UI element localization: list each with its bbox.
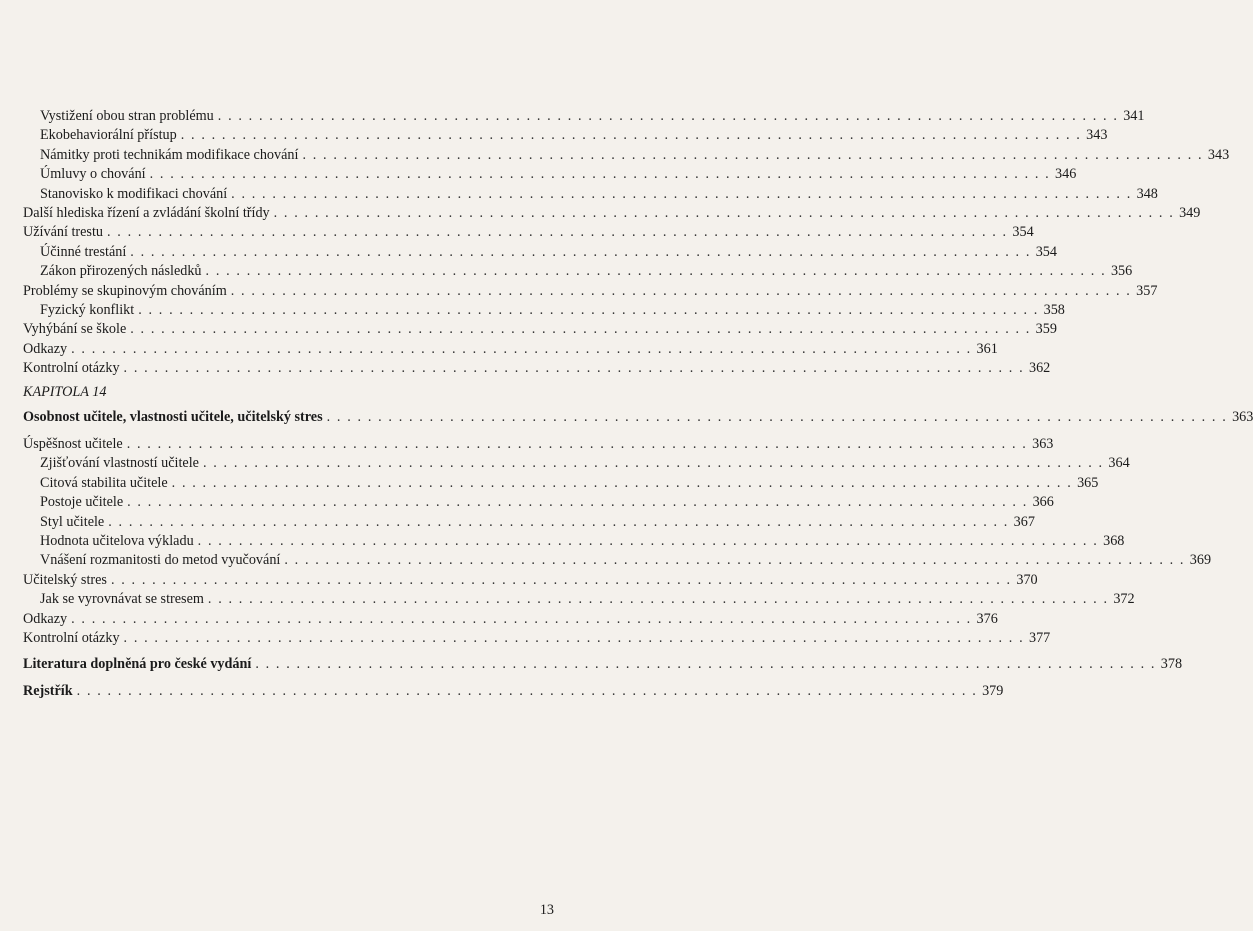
toc-entry-page-number: 362 — [1028, 360, 1051, 377]
toc-entry-page-number: 365 — [1077, 474, 1099, 491]
toc-entry-title: Vnášení rozmanitosti do metod vyučování — [40, 552, 281, 569]
toc-entry-title: Účinné trestání — [40, 243, 127, 260]
dot-leader: . . . . . . . . . . . . . . . . . . . . . . . . . . . . . . . . . . . . . . . . . . . . . . . . . . . . . . . . . . . . . . . . . . . . . . . . . . . . . . . . . . . . . . . . — [171, 474, 1073, 491]
toc-entry — [0, 492, 1054, 512]
toc-entry-page-number: 368 — [1103, 533, 1125, 549]
toc-entry — [0, 589, 1135, 609]
dot-leader: . . . . . . . . . . . . . . . . . . . . . . . . . . . . . . . . . . . . . . . . . . . . . . . . . . . . . . . . . . . . . . . . . . . . . . . . . . . . . . . . . . . . . . . . — [202, 455, 1104, 472]
toc-entry-title: Literatura doplněná pro české vydání — [23, 656, 252, 672]
toc-entry-page-number: 378 — [1160, 656, 1183, 672]
dot-leader: . . . . . . . . . . . . . . . . . . . . . . . . . . . . . . . . . . . . . . . . . . . . . . . . . . . . . . . . . . . . . . . . . . . . . . . . . . . . . . . . . . . . . . . . — [126, 436, 1028, 452]
chapter-title-line — [0, 407, 1253, 427]
dot-leader: . . . . . . . . . . . . . . . . . . . . . . . . . . . . . . . . . . . . . . . . . . . . . . . . . . . . . . . . . . . . . . . . . . . . . . . . . . . . . . . . . . . . . . . . — [108, 513, 1009, 530]
toc-entry-page-number: 356 — [1110, 263, 1133, 280]
toc-entry-title: Jak se vyrovnávat se stresem — [40, 591, 204, 608]
toc-entry-title: Užívání trestu — [23, 224, 103, 241]
toc-entry — [0, 319, 1057, 339]
toc-entry — [0, 609, 998, 629]
toc-entry — [0, 358, 1051, 378]
toc-entry-page-number: 377 — [1028, 630, 1051, 646]
toc-entry — [0, 512, 1035, 532]
toc-entry-title: Odkazy — [23, 610, 68, 627]
toc-entry — [0, 242, 1057, 262]
toc-entry-title: Ekobehaviorální přístup — [40, 127, 177, 144]
toc-entry-page-number: 348 — [1136, 185, 1158, 202]
toc-entry — [0, 681, 1004, 701]
toc-entry-page-number: 363 — [1032, 436, 1054, 452]
dot-leader: . . . . . . . . . . . . . . . . . . . . . . . . . . . . . . . . . . . . . . . . . . . . . . . . . . . . . . . . . . . . . . . . . . . . . . . . . . . . . . . . . . . . . . . . — [130, 321, 1031, 338]
toc-entry-page-number: 357 — [1136, 282, 1158, 299]
dot-leader: . . . . . . . . . . . . . . . . . . . . . . . . . . . . . . . . . . . . . . . . . . . . . . . . . . . . . . . . . . . . . . . . . . . . . . . . . . . . . . . . . . . . . . . . — [110, 571, 1012, 588]
dot-leader: . . . . . . . . . . . . . . . . . . . . . . . . . . . . . . . . . . . . . . . . . . . . . . . . . . . . . . . . . . . . . . . . . . . . . . . . . . . . . . . . . . . . . . . . — [180, 127, 1082, 144]
toc-entry-page-number: 341 — [1123, 108, 1145, 124]
toc-entry — [0, 106, 1145, 126]
toc-entry — [0, 453, 1130, 473]
dot-leader: . . . . . . . . . . . . . . . . . . . . . . . . . . . . . . . . . . . . . . . . . . . . . . . . . . . . . . . . . . . . . . . . . . . . . . . . . . . . . . . . . . . . . . . . — [123, 360, 1025, 377]
toc-entry-page-number: 343 — [1207, 146, 1230, 163]
dot-leader: . . . . . . . . . . . . . . . . . . . . . . . . . . . . . . . . . . . . . . . . . . . . . . . . . . . . . . . . . . . . . . . . . . . . . . . . . . . . . . . . . . . . . . . . — [207, 591, 1109, 608]
dot-leader: . . . . . . . . . . . . . . . . . . . . . . . . . . . . . . . . . . . . . . . . . . . . . . . . . . . . . . . . . . . . . . . . . . . . . . . . . . . . . . . . . . . . . . . . — [138, 302, 1039, 318]
toc-entry-title: Úmluvy o chování — [40, 166, 146, 183]
toc-entry-title: Fyzický konflikt — [40, 302, 135, 318]
dot-leader: . . . . . . . . . . . . . . . . . . . . . . . . . . . . . . . . . . . . . . . . . . . . . . . . . . . . . . . . . . . . . . . . . . . . . . . . . . . . . . . . . . . . . . . . — [71, 610, 972, 627]
toc-entry-page-number: 361 — [976, 340, 998, 357]
toc-entry-title: Postoje učitele — [40, 494, 124, 511]
toc-entry-page-number: 358 — [1043, 302, 1065, 318]
toc-entry — [0, 222, 1034, 242]
toc-entry — [0, 339, 998, 359]
dot-leader: . . . . . . . . . . . . . . . . . . . . . . . . . . . . . . . . . . . . . . . . . . . . . . . . . . . . . . . . . . . . . . . . . . . . . . . . . . . . . . . . . . . . . . . . — [123, 630, 1025, 646]
page-number: 13 — [539, 902, 554, 918]
dot-leader: . . . . . . . . . . . . . . . . . . . . . . . . . . . . . . . . . . . . . . . . . . . . . . . . . . . . . . . . . . . . . . . . . . . . . . . . . . . . . . . . . . . . . . . . — [230, 282, 1132, 299]
toc-entry-page-number: 379 — [982, 683, 1004, 699]
toc-entry-page-number: 369 — [1189, 552, 1212, 569]
toc-entry-page-number: 372 — [1113, 591, 1135, 608]
toc-entry-title: Kontrolní otázky — [23, 360, 120, 377]
dot-leader: . . . . . . . . . . . . . . . . . . . . . . . . . . . . . . . . . . . . . . . . . . . . . . . . . . . . . . . . . . . . . . . . . . . . . . . . . . . . . . . . . . . . . . . . — [302, 146, 1204, 163]
toc-entry-page-number: 354 — [1035, 243, 1057, 260]
dot-leader: . . . . . . . . . . . . . . . . . . . . . . . . . . . . . . . . . . . . . . . . . . . . . . . . . . . . . . . . . . . . . . . . . . . . . . . . . . . . . . . . . . . . . . . . — [197, 533, 1099, 549]
toc-entry — [0, 184, 1158, 204]
toc-entry-page-number: 376 — [976, 610, 998, 627]
dot-leader: . . . . . . . . . . . . . . . . . . . . . . . . . . . . . . . . . . . . . . . . . . . . . . . . . . . . . . . . . . . . . . . . . . . . . . . . . . . . . . . . . . . . . . . . — [326, 409, 1228, 425]
dot-leader: . . . . . . . . . . . . . . . . . . . . . . . . . . . . . . . . . . . . . . . . . . . . . . . . . . . . . . . . . . . . . . . . . . . . . . . . . . . . . . . . . . . . . . . . — [255, 656, 1157, 672]
toc-entry-title: Vystižení obou stran problému — [40, 108, 214, 124]
toc-entry-page-number: 343 — [1086, 127, 1108, 144]
toc-entry-title: Učitelský stres — [23, 571, 107, 588]
toc-entry — [0, 261, 1133, 281]
toc-entry-title: Rejstřík — [23, 683, 73, 699]
toc-entry-title: Hodnota učitelova výkladu — [40, 533, 194, 549]
toc-entry — [0, 203, 1201, 223]
dot-leader: . . . . . . . . . . . . . . . . . . . . . . . . . . . . . . . . . . . . . . . . . . . . . . . . . . . . . . . . . . . . . . . . . . . . . . . . . . . . . . . . . . . . . . . . — [76, 683, 978, 699]
toc-entry-title: Kontrolní otázky — [23, 630, 120, 646]
toc-entry-title: Zjišťování vlastností učitele — [40, 455, 199, 472]
dot-leader: . . . . . . . . . . . . . . . . . . . . . . . . . . . . . . . . . . . . . . . . . . . . . . . . . . . . . . . . . . . . . . . . . . . . . . . . . . . . . . . . . . . . . . . . — [284, 552, 1186, 569]
toc-entry — [0, 628, 1051, 648]
dot-leader: . . . . . . . . . . . . . . . . . . . . . . . . . . . . . . . . . . . . . . . . . . . . . . . . . . . . . . . . . . . . . . . . . . . . . . . . . . . . . . . . . . . . . . . . — [127, 494, 1028, 511]
dot-leader: . . . . . . . . . . . . . . . . . . . . . . . . . . . . . . . . . . . . . . . . . . . . . . . . . . . . . . . . . . . . . . . . . . . . . . . . . . . . . . . . . . . . . . . . — [205, 263, 1107, 280]
dot-leader: . . . . . . . . . . . . . . . . . . . . . . . . . . . . . . . . . . . . . . . . . . . . . . . . . . . . . . . . . . . . . . . . . . . . . . . . . . . . . . . . . . . . . . . . — [106, 224, 1008, 241]
toc-entry-title: Zákon přirozených následků — [40, 263, 202, 280]
toc-entry-title: Problémy se skupinovým chováním — [23, 282, 227, 299]
toc-entry-page-number: 354 — [1012, 224, 1034, 241]
toc-entry-title: Stanovisko k modifikaci chování — [40, 185, 228, 202]
toc-entry-page-number: 367 — [1013, 513, 1035, 530]
toc-entry-title: Úspěšnost učitele — [23, 436, 123, 452]
toc-entry — [0, 473, 1099, 493]
toc-entry — [0, 570, 1038, 590]
toc-entry — [0, 125, 1108, 145]
toc-entry-title: Vyhýbání se škole — [23, 321, 127, 338]
chapter-title: Osobnost učitele, vlastnosti učitele, učitelský stres — [23, 409, 323, 425]
dot-leader: . . . . . . . . . . . . . . . . . . . . . . . . . . . . . . . . . . . . . . . . . . . . . . . . . . . . . . . . . . . . . . . . . . . . . . . . . . . . . . . . . . . . . . . . — [149, 166, 1051, 183]
toc-entry-page-number: 370 — [1016, 571, 1038, 588]
toc-entry-page-number: 364 — [1108, 455, 1130, 472]
toc-entry-title: Další hlediska řízení a zvládání školní třídy — [23, 205, 270, 221]
toc-entry-page-number: 346 — [1055, 166, 1077, 183]
toc-entry-title: Citová stabilita učitele — [40, 474, 168, 491]
chapter-page-number: 363 — [1232, 409, 1253, 425]
toc-entry-title: Námitky proti technikám modifikace chování — [40, 146, 299, 163]
toc-entry — [0, 531, 1125, 551]
toc-entry-title: Styl učitele — [40, 513, 105, 530]
toc-entry-page-number: 359 — [1035, 321, 1057, 338]
toc-entry — [0, 281, 1158, 301]
toc-entry-title: Odkazy — [23, 340, 68, 357]
dot-leader: . . . . . . . . . . . . . . . . . . . . . . . . . . . . . . . . . . . . . . . . . . . . . . . . . . . . . . . . . . . . . . . . . . . . . . . . . . . . . . . . . . . . . . . . — [71, 340, 972, 357]
toc-entry — [0, 434, 1054, 454]
toc-entry — [0, 654, 1183, 674]
chapter-label: KAPITOLA 14 — [23, 384, 107, 400]
toc-entry — [0, 164, 1077, 184]
dot-leader: . . . . . . . . . . . . . . . . . . . . . . . . . . . . . . . . . . . . . . . . . . . . . . . . . . . . . . . . . . . . . . . . . . . . . . . . . . . . . . . . . . . . . . . . — [217, 108, 1119, 124]
toc-entry — [0, 300, 1065, 320]
toc-entry — [0, 550, 1212, 570]
toc-entry — [0, 145, 1230, 165]
dot-leader: . . . . . . . . . . . . . . . . . . . . . . . . . . . . . . . . . . . . . . . . . . . . . . . . . . . . . . . . . . . . . . . . . . . . . . . . . . . . . . . . . . . . . . . . — [130, 243, 1031, 260]
toc-entry-page-number: 366 — [1032, 494, 1054, 511]
dot-leader: . . . . . . . . . . . . . . . . . . . . . . . . . . . . . . . . . . . . . . . . . . . . . . . . . . . . . . . . . . . . . . . . . . . . . . . . . . . . . . . . . . . . . . . . — [273, 205, 1175, 221]
toc-entry-page-number: 349 — [1179, 205, 1201, 221]
dot-leader: . . . . . . . . . . . . . . . . . . . . . . . . . . . . . . . . . . . . . . . . . . . . . . . . . . . . . . . . . . . . . . . . . . . . . . . . . . . . . . . . . . . . . . . . — [231, 185, 1132, 202]
